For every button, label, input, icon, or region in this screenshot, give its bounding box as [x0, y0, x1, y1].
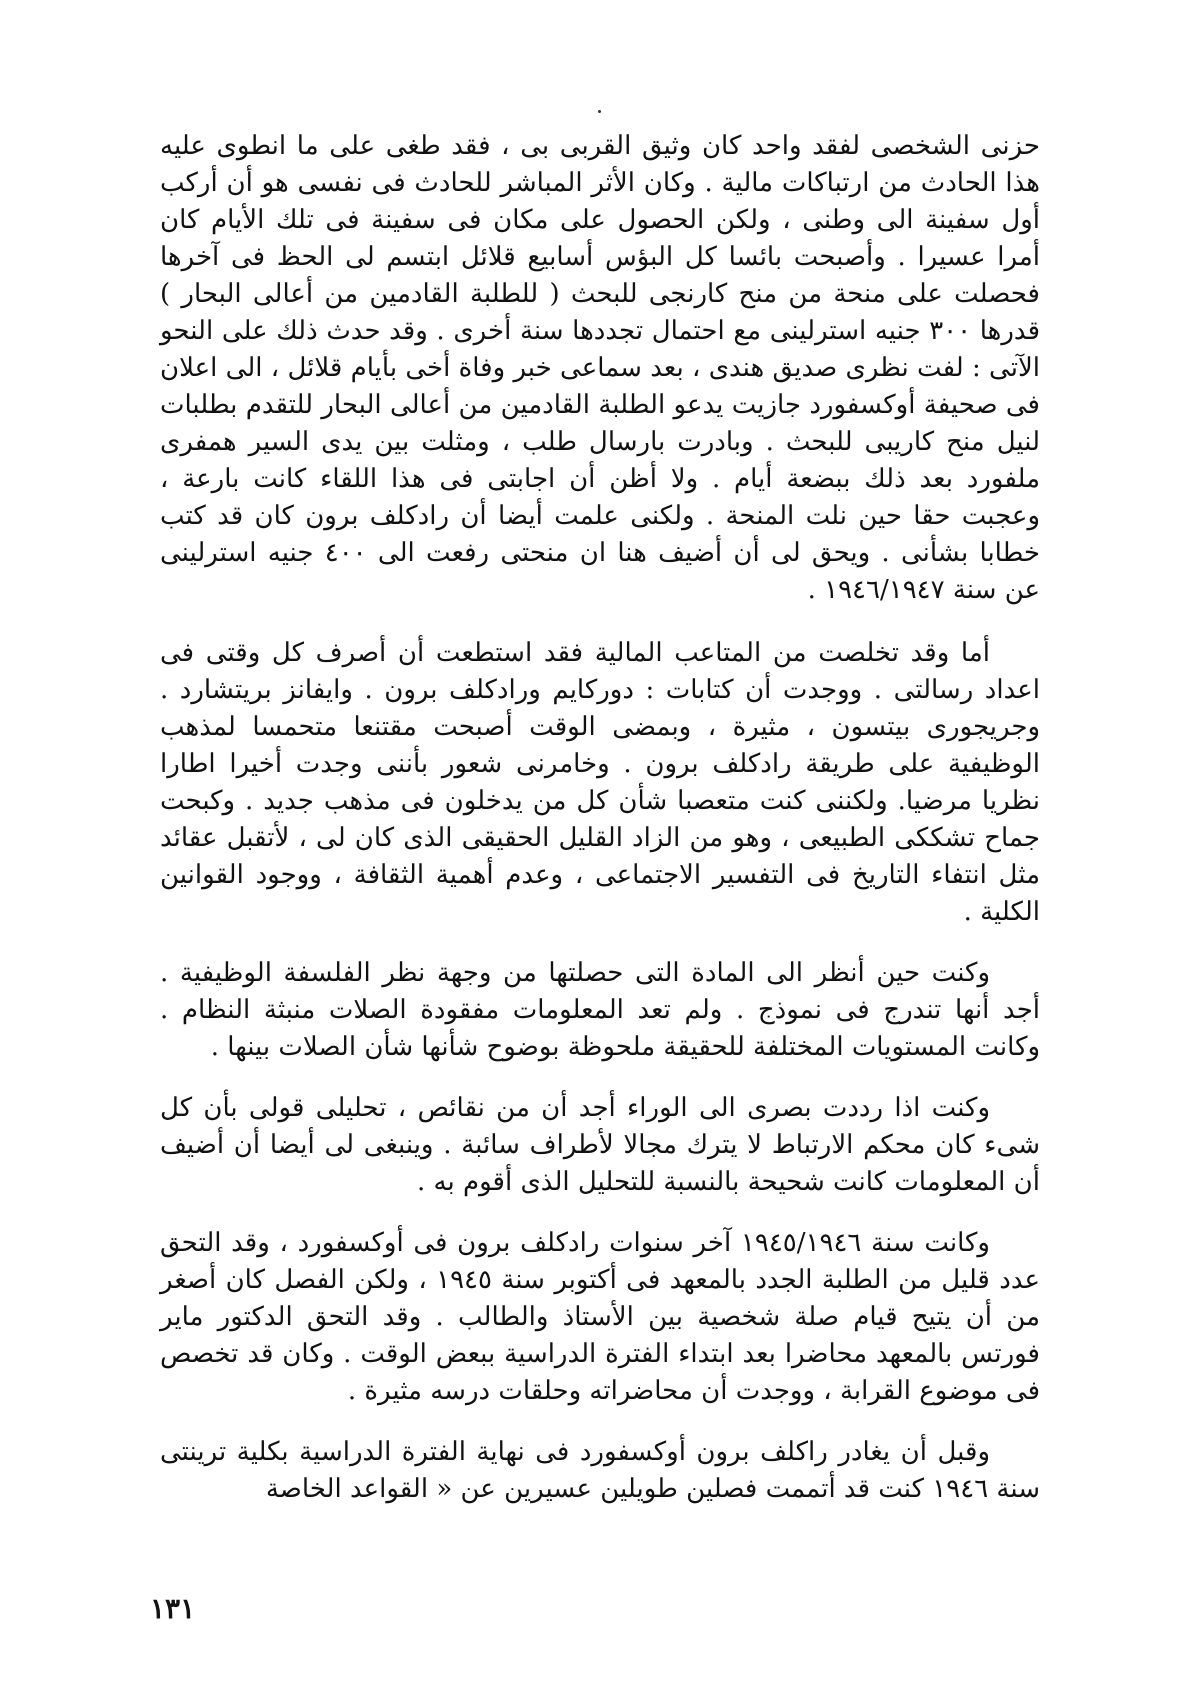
paragraph-3: وكنت حين أنظر الى المادة التى حصلتها من وجهة نظر الفلسفة الوظيفية . أجد أنها تندرج فى نموذج . ولم تعد المعلومات مفقودة الصلات منبثة النظام . وكانت المستويات المختلفة للحقيقة ملحوظة بوضوح شأنها شأن الصلات بينها .	[160, 958, 1040, 1062]
paragraph-1: حزنى الشخصى لفقد واحد كان وثيق القربى بى ، فقد طغى على ما انطوى عليه هذا الحادث من ارتباكات مالية . وكان الأثر المباشر للحادث فى نفسى هو أن أركب أول سفينة الى وطنى ، ولكن الحصول على مكان فى سفينة فى تلك الأيام كان أمرا عسيرا . وأصبحت بائسا كل البؤس أسابيع قلائل ابتسم لى الحظ فى آخرها فحصلت على منحة من منح كارنجى للبحث ( للطلبة القادمين من أعالى البحار ) قدرها ٣٠٠ جنيه استرلينى مع احتمال تجددها سنة أخرى . وقد حدث ذلك على النحو الآتى : لفت نظرى صديق هندى ، بعد سماعى خبر وفاة أخى بأيام قلائل ، الى اعلان فى صحيفة أوكسفورد جازيت يدعو الطلبة القادمين من أعالى البحار للتقدم بطلبات لنيل منح كاريبى للبحث . وبادرت بارسال طلب ، ومثلت بين يدى السير همفرى ملفورد بعد ذلك ببضعة أيام . ولا أظن أن اجابتى فى هذا اللقاء كانت بارعة ، وعجبت حقا حين نلت المنحة . ولكنى علمت أيضا أن رادكلف برون كان قد كتب خطابا بشأنى . ويحق لى أن أضيف هنا ان منحتى رفعت الى ٤٠٠ جنيه استرلينى عن سنة ١٩٤٦/١٩٤٧ .	[160, 131, 1041, 605]
paragraph-2: أما وقد تخلصت من المتاعب المالية فقد استطعت أن أصرف كل وقتى فى اعداد رسالتى . ووجدت أن كتابات : دوركايم ورادكلف برون . وايفانز بريتشارد . وجريجورى بيتسون ، مثيرة ، وبمضى الوقت أصبحت مقتنعا متحمسا لمذهب الوظيفية على طريقة رادكلف برون . وخامرنى شعور بأننى وجدت أخيرا اطارا نظريا مرضيا. ولكننى كنت متعصبا شأن كل من يدخلون فى مذهب جديد . وكبحت جماح تشككى الطبيعى ، وهو من الزاد القليل الحقيقى الذى كان لى ، لأتقبل عقائد مثل انتفاء التاريخ فى التفسير الاجتماعى ، وعدم أهمية الثقافة ، ووجود القوانين الكلية .	[160, 638, 1040, 927]
scan-speck	[598, 110, 601, 113]
paragraph-6: وقبل أن يغادر راكلف برون أوكسفورد فى نهاية الفترة الدراسية بكلية ترينتى سنة ١٩٤٦ كنت قد أتممت فصلين طويلين عسيرين عن « القواعد الخاصة	[160, 1437, 1040, 1504]
page-number: ١٣١	[150, 1592, 196, 1625]
body-text	[160, 128, 1040, 1508]
paragraph-5: وكانت سنة ١٩٤٥/١٩٤٦ آخر سنوات رادكلف برون فى أوكسفورد ، وقد التحق عدد قليل من الطلبة الجدد بالمعهد فى أكتوبر سنة ١٩٤٥ ، ولكن الفصل كان أصغر من أن يتيح قيام صلة شخصية بين الأستاذ والطالب . وقد التحق الدكتور ماير فورتس بالمعهد محاضرا بعد ابتداء الفترة الدراسية ببعض الوقت . وكان قد تخصص فى موضوع القرابة ، ووجدت أن محاضراته وحلقات درسه مثيرة .	[160, 1228, 1040, 1406]
paragraph-4: وكنت اذا رددت بصرى الى الوراء أجد أن من نقائص ، تحليلى قولى بأن كل شىء كان محكم الارتباط لا يترك مجالا لأطراف سائبة . وينبغى لى أيضا أن أضيف أن المعلومات كانت شحيحة بالنسبة للتحليل الذى أقوم به .	[160, 1093, 1040, 1197]
